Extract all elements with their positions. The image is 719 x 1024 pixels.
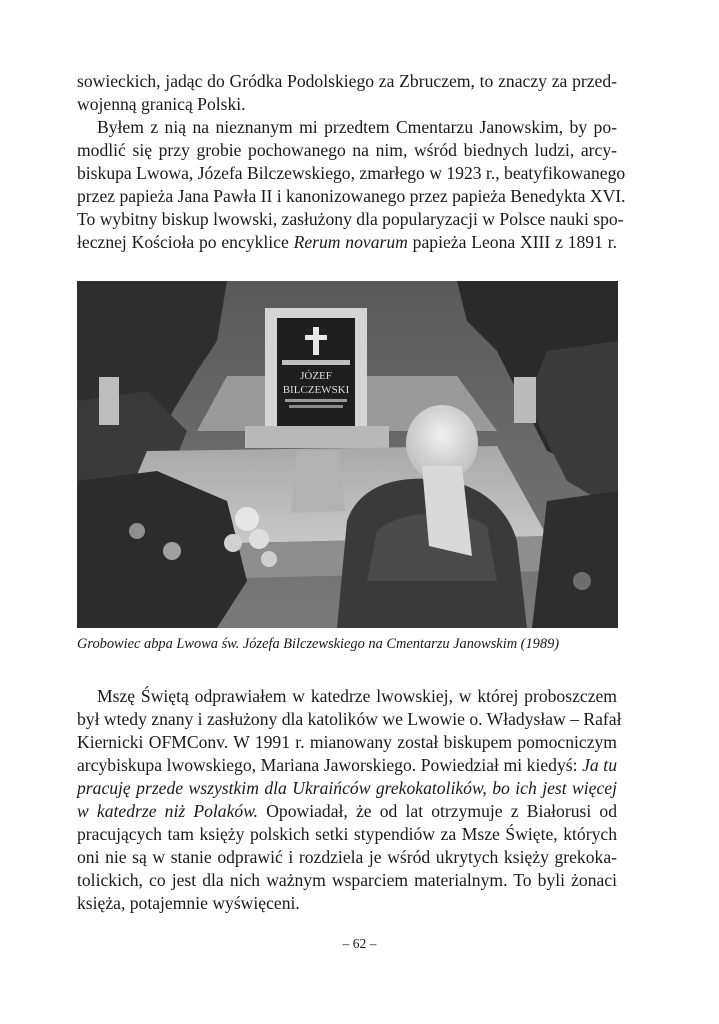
text-line: tolickich, co jest dla nich ważnym wsparciem materialnym. To byli żonaci [77, 870, 617, 890]
text-line: pracujących tam księży polskich setki stypendiów za Msze Święte, których [77, 824, 617, 844]
text-line: Byłem z nią na nieznanym mi przedtem Cmentarzu Janowskim, by po- [97, 117, 617, 137]
text-fragment: arcybiskupa lwowskiego, Mariana Jaworskiego. Powiedział mi kiedyś: [77, 755, 583, 775]
plaque-name-line2: BILCZEWSKI [282, 384, 350, 396]
text-fragment: Opowiadał, że od lat otrzymuje z Białorusi od [258, 801, 617, 821]
paragraph-1 [77, 70, 626, 254]
text-line: księża, potajemnie wyświęceni. [77, 893, 300, 913]
grave-photo [77, 281, 618, 628]
text-line: Mszę Świętą odprawiałem w katedrze lwowskiej, w której proboszczem [97, 686, 617, 706]
text-line: Kiernicki OFMConv. W 1991 r. mianowany został biskupem pomocniczym [77, 732, 617, 752]
text-line: biskupa Lwowa, Józefa Bilczewskiego, zmarłego w 1923 r., beatyfikowanego [77, 163, 626, 183]
text-line [77, 800, 617, 823]
page-number: – 62 – [342, 936, 377, 951]
text-line [77, 231, 617, 254]
text-line [77, 777, 617, 800]
text-fragment: papieża Leona XIII z 1891 r. [407, 232, 617, 252]
book-title: Rerum novarum [293, 232, 408, 252]
photo-caption: Grobowiec abpa Lwowa św. Józefa Bilczewskiego na Cmentarzu Janowskim (1989) [77, 636, 560, 652]
quote-fragment: pracuję przede wszystkim dla Ukraińców grekokatolików, bo ich jest więcej [77, 778, 617, 798]
text-line: oni nie są w stanie odprawić i rozdziela je wśród ukrytych księży grekoka- [77, 847, 617, 867]
text-line: To wybitny biskup lwowski, zasłużony dla popularyzacji w Polsce nauki spo- [77, 209, 624, 229]
plaque-name-line1: JÓZEF [300, 370, 332, 382]
text-line: przez papieża Jana Pawła II i kanonizowanego przez papieża Benedykta XVI. [77, 186, 626, 206]
quote-fragment: Ja tu [582, 755, 617, 775]
text-line: był wtedy znany i zasłużony dla katolików we Lwowie o. Władysław – Rafał [77, 709, 622, 729]
text-line [77, 754, 617, 777]
quote-fragment: w katedrze niż Polaków. [77, 801, 259, 821]
text-line: modlić się przy grobie pochowanego na nim, wśród biednych ludzi, arcy- [77, 140, 617, 160]
text-line: sowieckich, jadąc do Gródka Podolskiego za Zbruczem, to znaczy za przed- [77, 71, 617, 91]
text-fragment: łecznej Kościoła po encyklice [77, 232, 294, 252]
text-line: wojenną granicą Polski. [77, 94, 246, 114]
paragraph-2 [77, 685, 622, 915]
